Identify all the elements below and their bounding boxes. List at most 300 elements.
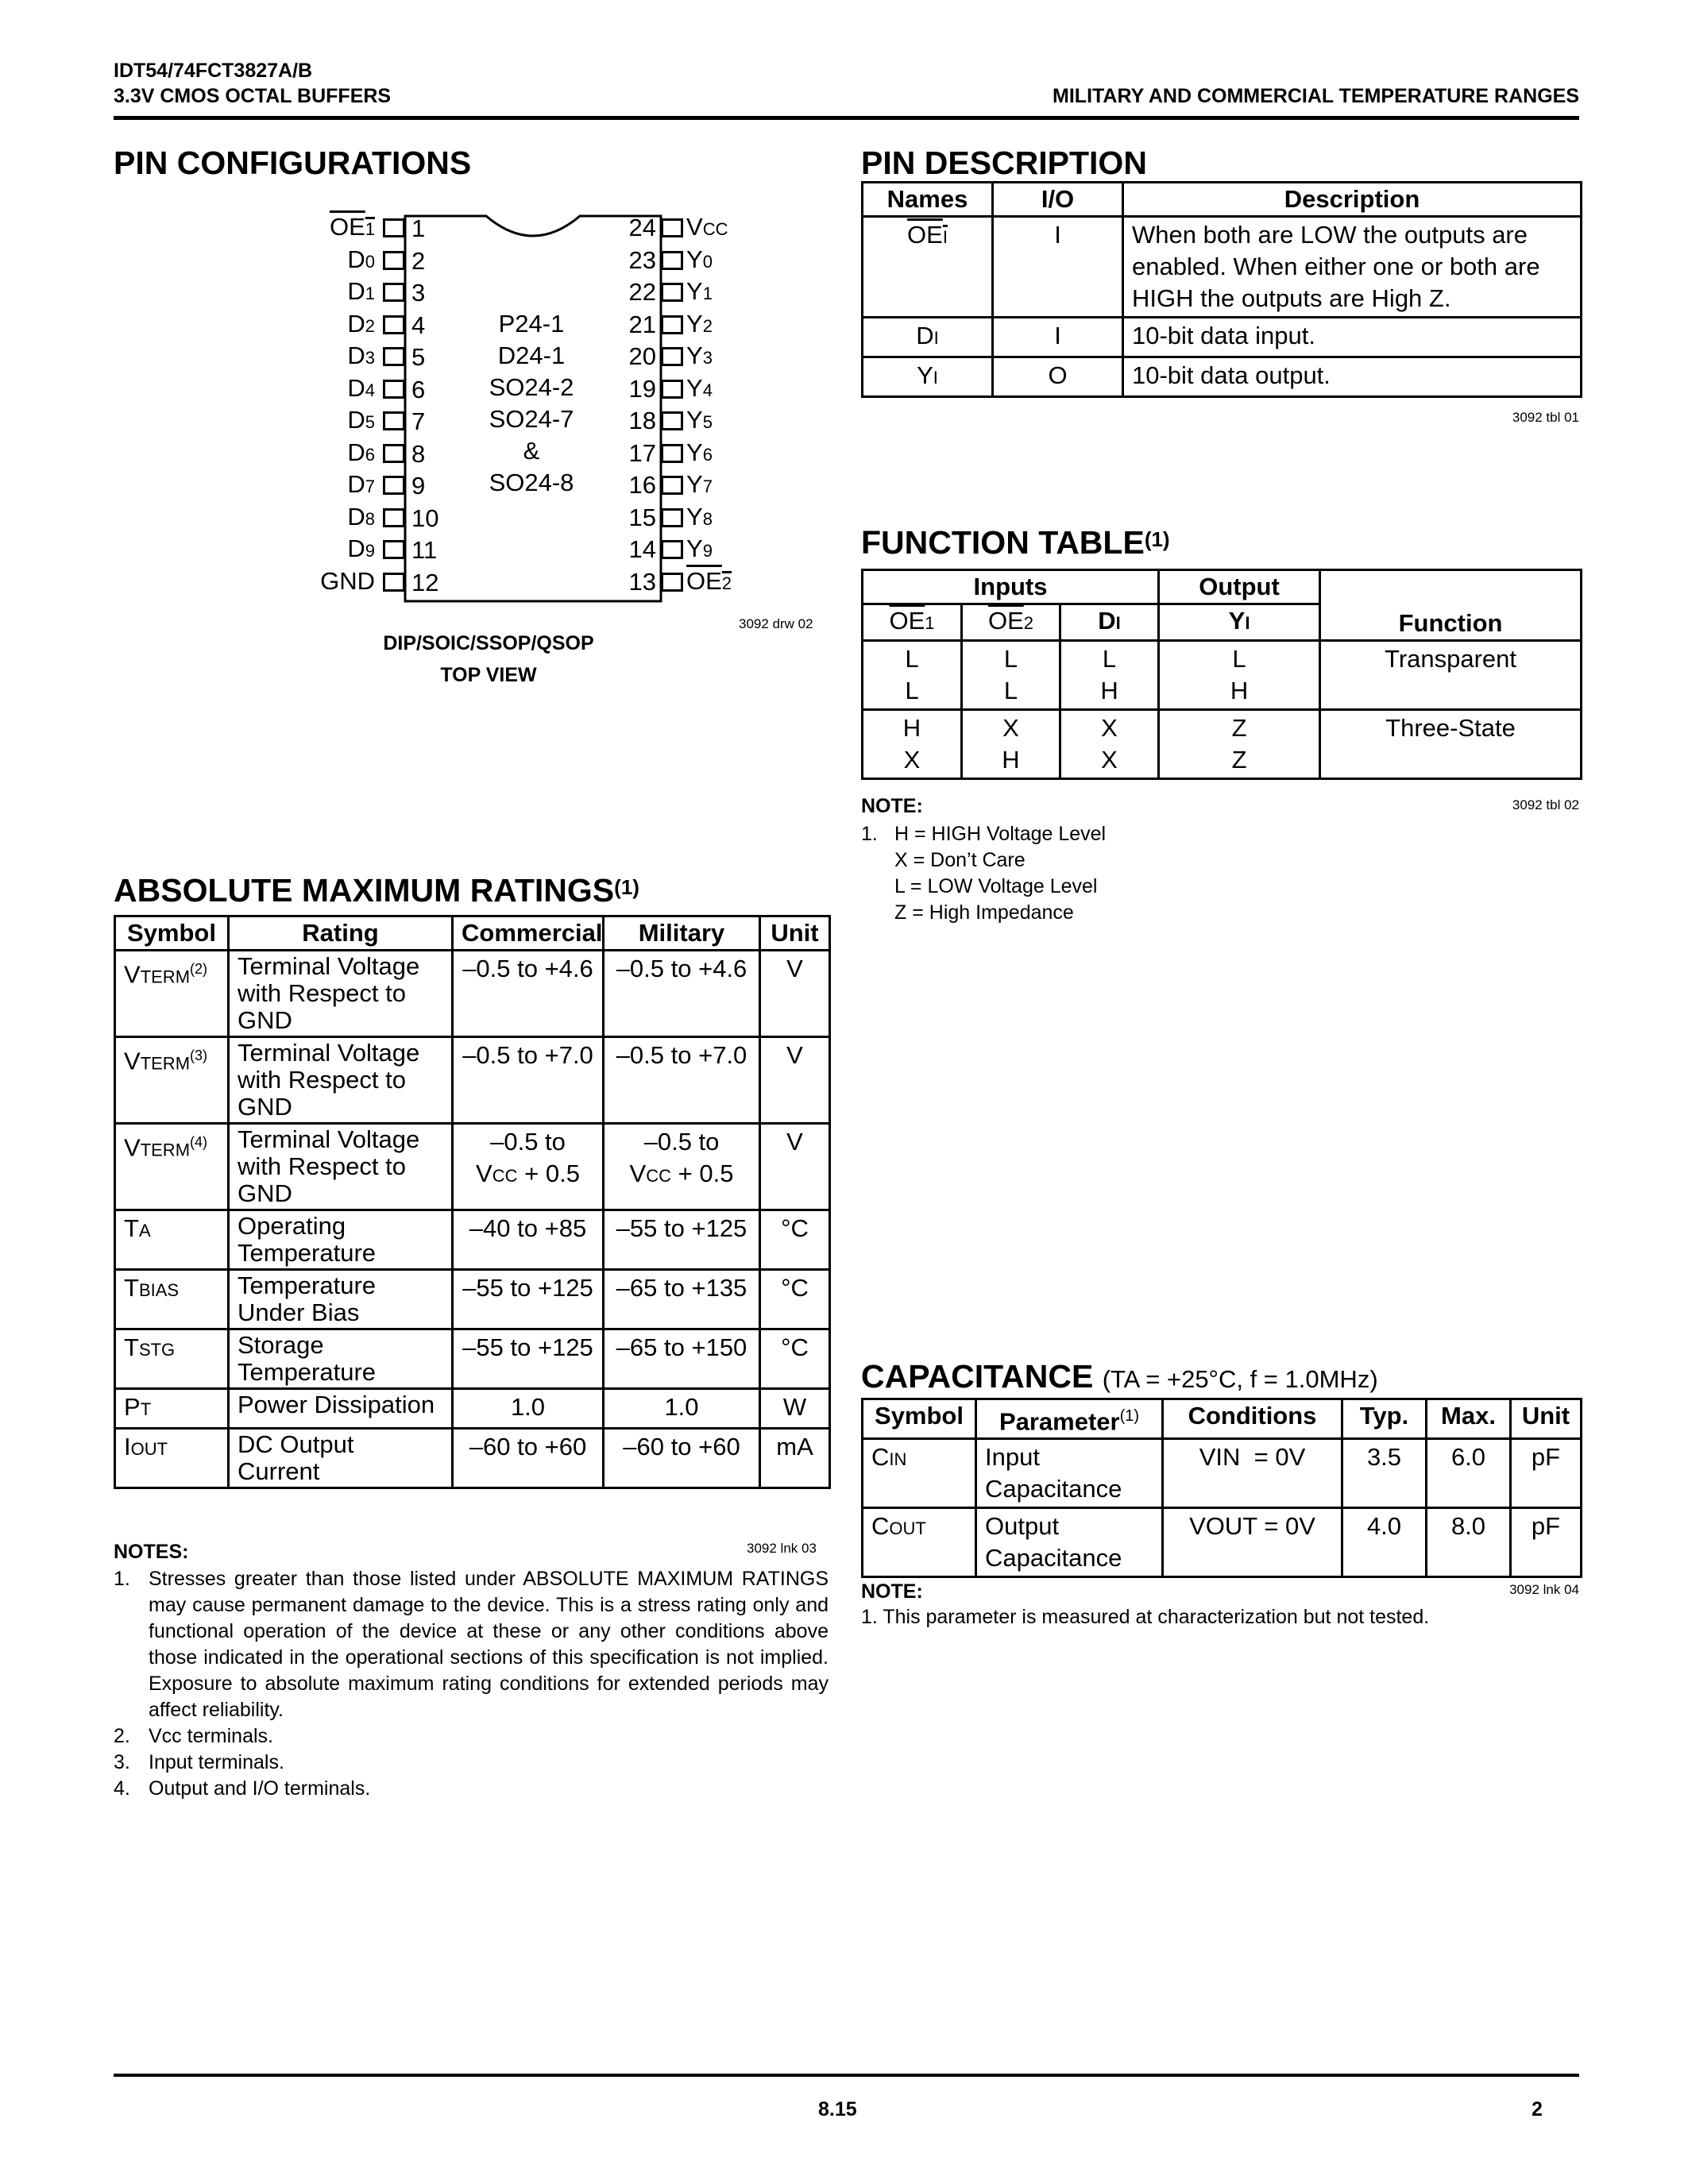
abs-max-rating	[229, 1429, 453, 1488]
parameter-line: Output	[985, 1512, 1060, 1541]
pin-desc-table	[861, 181, 1582, 398]
pin-left-number: 12	[411, 568, 439, 596]
abs-max-rating	[229, 951, 453, 1037]
pin-left-label	[302, 341, 375, 372]
symbol-base: T	[124, 1274, 139, 1302]
symbol-overline	[686, 567, 732, 595]
pin-right-number: 19	[628, 374, 656, 403]
symbol-sub: 7	[702, 477, 713, 496]
rating-line: Temperature	[238, 1358, 377, 1386]
pin-desc-ref: 3092 tbl 01	[1512, 410, 1579, 425]
vcc-rest: + 0.5	[517, 1160, 580, 1187]
symbol-base: D	[347, 470, 365, 498]
pin-right-number: 18	[628, 407, 656, 434]
rating-line: Power Dissipation	[238, 1391, 435, 1418]
pin-left-number: 9	[411, 472, 426, 500]
vcc-v: V	[629, 1160, 647, 1187]
pin-left-box	[383, 411, 405, 430]
symbol-sub: TERM	[140, 967, 191, 987]
capacitance-title-text: CAPACITANCE	[861, 1358, 1094, 1395]
rating-line: with Respect to	[238, 1152, 406, 1180]
abs-max-commercial	[453, 1270, 604, 1329]
commercial-line: –0.5 to +7.0	[462, 1041, 593, 1069]
abs-max-col-rating: Rating	[229, 916, 453, 951]
header-rule	[114, 116, 1579, 120]
symbol-sub: TERM	[140, 1053, 191, 1074]
pin-left-number: 10	[411, 504, 439, 532]
symbol-sub: 9	[702, 541, 713, 561]
capacitance-condition: (TA = +25°C, f = 1.0MHz)	[1102, 1365, 1378, 1393]
symbol-base: Y	[686, 309, 703, 338]
rating-line: with Respect to	[238, 1066, 406, 1094]
parameter-line: Capacitance	[985, 1475, 1122, 1503]
pin-left-number: 1	[411, 214, 426, 242]
function-value: L	[1003, 677, 1018, 704]
abs-max-symbol	[115, 1270, 229, 1329]
pin-desc-description: When both are LOW the outputs are enabled. When either one or both are HIGH the outputs are High Z.	[1123, 217, 1582, 318]
symbol-sup: (4)	[190, 1134, 208, 1150]
pin-right-number: 16	[628, 471, 656, 499]
page-number: 2	[1532, 2098, 1543, 2120]
pin-left-number: 3	[411, 279, 426, 307]
capacitance-col-typ: Typ.	[1342, 1399, 1427, 1439]
pin-right-box	[661, 347, 683, 366]
abs-max-header-row	[115, 916, 830, 951]
abs-max-military	[604, 1037, 760, 1124]
pin-right-box	[661, 540, 683, 559]
function-table-col-yi: YI	[1159, 604, 1320, 641]
commercial-line: –0.5 to	[490, 1128, 566, 1156]
capacitance-note: 1. This parameter is measured at characterization but not tested.	[861, 1606, 1430, 1628]
pin-desc-description: 10-bit data input.	[1123, 318, 1582, 357]
note-text: Input terminals.	[149, 1751, 284, 1773]
symbol-base: D	[347, 438, 365, 466]
pin-right-number: 17	[628, 438, 656, 467]
symbol-sub: TERM	[140, 1140, 191, 1160]
function-note-label: NOTE:	[861, 795, 923, 817]
symbol-base: V	[686, 213, 703, 241]
pin-right-label	[686, 277, 713, 308]
symbol-base: Y	[686, 438, 703, 466]
function-value: H	[1100, 677, 1118, 704]
pin-desc-name	[863, 318, 993, 357]
rating-line: GND	[238, 1093, 292, 1121]
abs-max-military	[604, 951, 760, 1037]
capacitance-conditions: VOUT = 0V	[1163, 1508, 1342, 1577]
abs-max-commercial	[453, 951, 604, 1037]
function-cell-oe1	[863, 710, 962, 779]
pin-left-box	[383, 283, 405, 302]
symbol-sub: 0	[702, 251, 713, 272]
symbol-sub: 3	[365, 348, 375, 368]
symbol-base: Y	[686, 245, 703, 273]
pin-desc-col-names: Names	[863, 183, 993, 217]
capacitance-conditions: VIN = 0V	[1163, 1439, 1342, 1508]
symbol-base: Y	[686, 534, 703, 562]
capacitance-max: 8.0	[1427, 1508, 1511, 1577]
package-name: SO24-2	[489, 373, 574, 401]
symbol-base: Y	[686, 277, 703, 305]
table-row	[863, 641, 1582, 710]
abs-max-col-unit: Unit	[760, 916, 830, 951]
pin-left-label	[302, 534, 375, 565]
pin-right-label	[686, 341, 713, 372]
abs-max-military	[604, 1124, 760, 1210]
pin-right-number: 14	[628, 535, 656, 563]
pin-left-number: 8	[411, 439, 426, 468]
rating-line: Terminal Voltage	[238, 1125, 420, 1153]
military-line: –65 to +150	[616, 1333, 747, 1361]
table-row	[115, 1429, 830, 1488]
symbol-base: Y	[686, 373, 703, 402]
function-value: L	[905, 645, 919, 673]
capacitance-typ: 3.5	[1342, 1439, 1427, 1508]
symbol-base: GND	[320, 566, 375, 595]
function-cell-function: Transparent	[1320, 641, 1582, 710]
military-line: –0.5 to +7.0	[616, 1041, 747, 1069]
function-cell-oe1	[863, 641, 962, 710]
function-cell-function: Three-State	[1320, 710, 1582, 779]
symbol-sub: 9	[365, 541, 375, 561]
table-row	[863, 357, 1582, 397]
pin-left-number: 4	[411, 311, 426, 339]
symbol-sub: 8	[365, 508, 375, 529]
pin-right-number: 22	[628, 278, 656, 306]
pin-right-label	[686, 406, 713, 437]
pin-right-box	[661, 444, 683, 463]
pin-left-box	[383, 218, 405, 237]
abs-max-rating	[229, 1210, 453, 1270]
symbol-sub: 0	[365, 251, 375, 272]
abs-max-symbol	[115, 1389, 229, 1429]
abs-max-rating	[229, 1037, 453, 1124]
pin-right-box	[661, 251, 683, 270]
abs-max-unit: V	[760, 951, 830, 1037]
pin-left-box	[383, 251, 405, 270]
symbol-base: D	[347, 373, 365, 402]
symbol-base: C	[871, 1512, 890, 1541]
abs-max-col-symbol: Symbol	[115, 916, 229, 951]
capacitance-header-row	[863, 1399, 1582, 1439]
capacitance-max: 6.0	[1427, 1439, 1511, 1508]
abs-max-rating	[229, 1389, 453, 1429]
vcc-sub: CC	[646, 1166, 672, 1186]
vcc-v: V	[476, 1160, 492, 1187]
rating-line: GND	[238, 1179, 292, 1207]
table-row	[863, 1508, 1582, 1577]
note-item	[114, 1566, 829, 1723]
symbol-sub: 6	[702, 444, 713, 465]
abs-max-commercial	[453, 1210, 604, 1270]
pin-desc-name	[863, 357, 993, 397]
abs-max-ref: 3092 lnk 03	[747, 1541, 817, 1556]
abs-max-title-sup: (1)	[614, 875, 639, 899]
abs-max-unit: mA	[760, 1429, 830, 1488]
capacitance-col-max: Max.	[1427, 1399, 1511, 1439]
abs-max-unit: °C	[760, 1270, 830, 1329]
header-part-number: IDT54/74FCT3827A/B	[114, 60, 313, 82]
symbol-sub: 5	[365, 412, 375, 432]
pin-left-label	[302, 503, 375, 534]
symbol-base: D	[347, 502, 365, 531]
pin-right-number: 20	[628, 342, 656, 370]
abs-max-title	[114, 872, 639, 909]
pin-left-label	[302, 438, 375, 469]
commercial-line: –40 to +85	[469, 1214, 587, 1242]
symbol-sub: A	[138, 1221, 151, 1241]
pin-right-box	[661, 283, 683, 302]
pin-left-label	[302, 567, 375, 598]
symbol-base: Y	[686, 502, 703, 531]
symbol-sup: (3)	[190, 1048, 208, 1063]
drawing-ref: 3092 drw 02	[739, 616, 813, 631]
function-value: X	[1002, 714, 1019, 742]
abs-max-commercial	[453, 1037, 604, 1124]
function-table-col-oe2: $\overline{OE}2$	[962, 604, 1060, 641]
commercial-line: –55 to +125	[462, 1333, 593, 1361]
pin-left-box	[383, 347, 405, 366]
pin-left-number: 11	[411, 536, 438, 564]
capacitance-col-parameter: Parameter$^{(1)}$	[976, 1399, 1163, 1439]
table-row	[863, 318, 1582, 357]
abs-max-commercial	[453, 1124, 604, 1210]
pin-left-box	[383, 315, 405, 334]
table-row	[115, 1270, 830, 1329]
capacitance-note-label: NOTE:	[861, 1580, 923, 1603]
abs-max-symbol	[115, 1037, 229, 1124]
symbol-base: Y	[686, 470, 703, 498]
pin-left-box	[383, 380, 405, 399]
symbol-base: D	[347, 341, 365, 369]
symbol-base: OE	[686, 566, 722, 595]
function-value: L	[1232, 645, 1246, 673]
pin-desc-name	[863, 217, 993, 318]
pin-right-box	[661, 476, 683, 495]
abs-max-commercial	[453, 1429, 604, 1488]
pin-left-label	[302, 406, 375, 437]
note-item	[114, 1776, 829, 1802]
military-line: –55 to +125	[616, 1214, 747, 1242]
pin-right-box	[661, 218, 683, 237]
function-table-title-sup: (1)	[1144, 527, 1170, 551]
symbol-base: I	[124, 1433, 131, 1461]
function-table-title	[861, 524, 1170, 561]
rating-line: Operating	[238, 1212, 346, 1240]
pin-right-box	[661, 411, 683, 430]
rating-line: Terminal Voltage	[238, 952, 420, 980]
pin-right-label	[686, 213, 728, 244]
symbol-sub: 1	[365, 219, 375, 239]
capacitance-symbol	[863, 1439, 976, 1508]
function-table-group-inputs: Inputs	[863, 570, 1159, 604]
abs-max-military	[604, 1270, 760, 1329]
pin-left-box	[383, 508, 405, 527]
table-row	[863, 1439, 1582, 1508]
pin-left-box	[383, 444, 405, 463]
capacitance-col-symbol: Symbol	[863, 1399, 976, 1439]
symbol-sup: (2)	[190, 961, 208, 977]
commercial-line	[462, 1158, 594, 1192]
military-line: 1.0	[664, 1393, 699, 1421]
parameter-line: Capacitance	[985, 1544, 1122, 1572]
function-value: Z	[1231, 714, 1247, 742]
pin-left-box	[383, 573, 405, 592]
note-item	[114, 1723, 829, 1750]
symbol-sub: 1	[702, 284, 713, 303]
table-row	[115, 1124, 830, 1210]
pin-right-label	[686, 245, 713, 276]
pin-desc-col-io: I/O	[993, 183, 1123, 217]
function-table-title-text: FUNCTION TABLE	[861, 524, 1145, 561]
capacitance-title	[861, 1358, 1378, 1398]
abs-notes-label: NOTES:	[114, 1541, 189, 1563]
pin-left-label	[302, 277, 375, 308]
military-line	[612, 1158, 751, 1192]
symbol-sub: 4	[365, 380, 375, 400]
abs-max-commercial	[453, 1389, 604, 1429]
function-table	[861, 569, 1582, 780]
pin-config-title: PIN CONFIGURATIONS	[114, 145, 472, 181]
abs-max-military	[604, 1389, 760, 1429]
symbol-base: T	[124, 1333, 139, 1361]
abs-max-table	[114, 915, 831, 1489]
table-row	[115, 951, 830, 1037]
pin-left-number: 7	[411, 407, 426, 435]
symbol-base: V	[124, 960, 141, 989]
pin-desc-header-row	[863, 183, 1582, 217]
symbol-sub: OUT	[889, 1518, 926, 1539]
package-name: &	[523, 437, 540, 465]
abs-max-rating	[229, 1329, 453, 1389]
symbol-base: D	[347, 309, 365, 338]
symbol-base: D	[347, 245, 365, 273]
abs-max-symbol	[115, 1329, 229, 1389]
function-value: X	[1101, 714, 1118, 742]
symbol-overline	[330, 213, 375, 241]
table-row	[115, 1037, 830, 1124]
pin-diagram	[302, 206, 732, 612]
pin-desc-title: PIN DESCRIPTION	[861, 145, 1147, 181]
symbol-base: OE	[329, 213, 365, 241]
pin-left-label	[302, 470, 375, 501]
symbol-sub: IN	[889, 1449, 907, 1470]
symbol-sub: CC	[702, 219, 728, 239]
pin-desc-io: I	[993, 318, 1123, 357]
pin-left-number: 5	[411, 343, 426, 371]
symbol-sub: 8	[702, 508, 713, 529]
function-table-col-di: DI	[1060, 604, 1159, 641]
symbol-base: P	[124, 1393, 141, 1421]
function-note-num: 1.	[861, 823, 878, 845]
note-number: 3.	[114, 1751, 130, 1773]
rating-line: Storage	[238, 1331, 324, 1359]
pin-right-box	[661, 380, 683, 399]
symbol-base: V	[124, 1133, 141, 1162]
header-subtitle: 3.3V CMOS OCTAL BUFFERS	[114, 85, 392, 107]
pin-caption-line1: DIP/SOIC/SSOP/QSOP	[383, 632, 594, 654]
abs-max-col-military: Military	[604, 916, 760, 951]
symbol-base: D	[347, 534, 365, 562]
pin-caption-line2: TOP VIEW	[440, 664, 537, 686]
capacitance-col-unit: Unit	[1511, 1399, 1582, 1439]
note-text: Vcc terminals.	[149, 1725, 273, 1747]
symbol-sub: 2	[365, 315, 375, 336]
abs-max-title-text: ABSOLUTE MAXIMUM RATINGS	[114, 872, 615, 909]
symbol-base: Y	[686, 406, 703, 434]
rating-line: with Respect to	[238, 979, 406, 1007]
symbol-sub: I	[933, 328, 939, 348]
note-number: 4.	[114, 1777, 130, 1800]
abs-notes-list	[114, 1566, 829, 1802]
pin-right-number: 21	[628, 310, 656, 338]
function-cell-oe2	[962, 641, 1060, 710]
pin-caption	[342, 627, 635, 691]
function-value: H	[902, 714, 921, 742]
rating-line: DC Output	[238, 1430, 354, 1458]
function-table-group-row	[863, 570, 1582, 604]
vcc-sub: CC	[492, 1166, 518, 1186]
symbol-sub: I	[933, 368, 938, 388]
abs-max-col-commercial: Commercial	[453, 916, 604, 951]
table-row	[115, 1210, 830, 1270]
symbol-base: D	[916, 322, 934, 349]
footer-section: 8.15	[818, 2098, 857, 2120]
symbol-base: C	[871, 1443, 890, 1472]
symbol-sub: 2	[702, 315, 713, 336]
commercial-line: –55 to +125	[462, 1274, 593, 1302]
abs-max-symbol	[115, 951, 229, 1037]
rating-line: Terminal Voltage	[238, 1039, 420, 1067]
abs-max-unit: °C	[760, 1329, 830, 1389]
header-range: MILITARY AND COMMERCIAL TEMPERATURE RANGES	[1053, 85, 1579, 107]
rating-line: Current	[238, 1457, 320, 1485]
symbol-overline	[907, 221, 948, 249]
capacitance-unit: pF	[1511, 1439, 1582, 1508]
pin-right-label	[686, 438, 713, 469]
function-note-line: Z = High Impedance	[894, 901, 1074, 924]
note-number: 2.	[114, 1725, 130, 1747]
military-line: –60 to +60	[623, 1433, 740, 1461]
capacitance-col-conditions: Conditions	[1163, 1399, 1342, 1439]
symbol-sub: STG	[138, 1340, 176, 1360]
pin-left-label	[302, 213, 375, 244]
rating-line: GND	[238, 1006, 292, 1034]
pin-left-label	[302, 310, 375, 341]
commercial-line: –60 to +60	[469, 1433, 587, 1461]
package-name: D24-1	[497, 341, 566, 369]
abs-max-military	[604, 1329, 760, 1389]
function-cell-di	[1060, 641, 1159, 710]
function-value: X	[903, 746, 921, 774]
pin-left-number: 6	[411, 375, 426, 403]
function-cell-di	[1060, 710, 1159, 779]
table-row	[863, 217, 1582, 318]
rating-line: Temperature	[238, 1239, 377, 1267]
function-table-group-output: Output	[1159, 570, 1320, 604]
symbol-sub: 3	[702, 348, 713, 368]
function-table-col-function: Function	[1320, 570, 1582, 641]
symbol-base: D	[347, 406, 365, 434]
function-value: Z	[1231, 746, 1247, 774]
function-value: L	[1102, 645, 1117, 673]
military-line: –0.5 to +4.6	[616, 955, 747, 982]
function-value: H	[1230, 677, 1249, 704]
pin-left-box	[383, 540, 405, 559]
pin-left-label	[302, 374, 375, 405]
abs-max-symbol	[115, 1210, 229, 1270]
pin-right-box	[661, 315, 683, 334]
abs-max-unit: W	[760, 1389, 830, 1429]
